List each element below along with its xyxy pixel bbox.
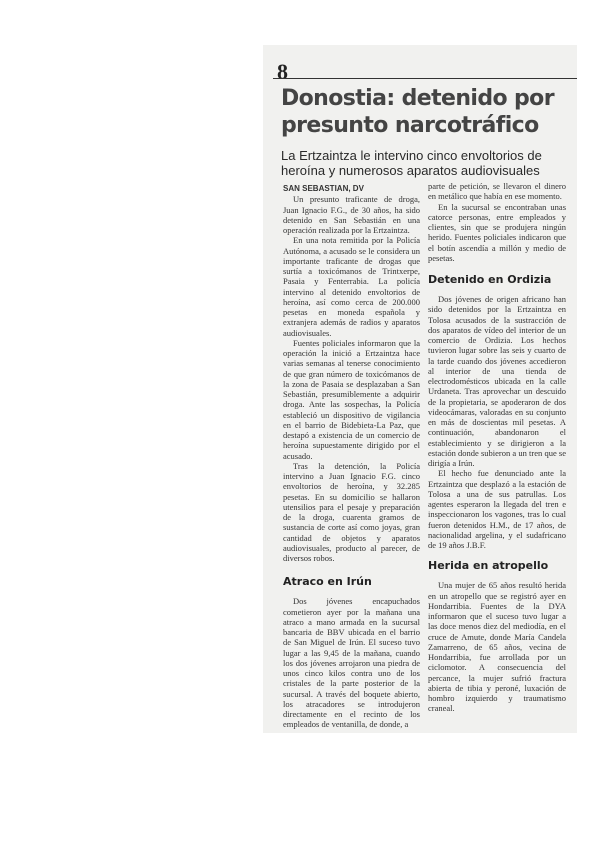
article-continuation-paragraph: En la sucursal se encontraban unas catorce personas, entre empleados y clientes, sin que se produjera ningún herido. Fuentes policiales indicaron que el botín ascendía a millón y medio de pesetas.: [428, 201, 566, 263]
dateline: SAN SEBASTIAN, DV: [283, 184, 364, 193]
section-heading-atropello: Herida en atropello: [428, 559, 549, 573]
section-heading-ordizia: Detenido en Ordizia: [428, 273, 552, 286]
article-paragraph: Un presunto traficante de droga, Juan Ignacio F.G., de 30 años, ha sido detenido en San Sebastián en una operación realizada por la Ertzaintza.: [283, 194, 420, 235]
article-paragraph: Fuentes policiales informaron que la operación la inició a Ertzaintza hace varias semanas al tenerse conocimiento de que gran número de toxicómanos de la zona de Pasaia se desplazaban a San Sebastián, presumiblemente a adquirir droga. Ante las sospechas, la Policía estableció un dispositivo de vigilancia en el barrio de Bidebieta-La Paz, que destapó a existencia de un comercio de heroína supuestamente dirigido por el acusado.: [283, 337, 420, 461]
header-rule: [273, 78, 577, 79]
right-column: [428, 181, 566, 733]
page-number: 8: [277, 59, 288, 84]
headline: Donostia: detenido por presunto narcotráfico: [281, 86, 554, 138]
left-column: [283, 184, 420, 733]
article-continuation: parte de petición, se llevaron el dinero en metálico que había en ese momento.: [428, 181, 566, 202]
article-paragraph: Tras la detención, la Policía intervino a Juan Ignacio F.G. cinco envoltorios de heroína, y 32.285 pesetas. En su domicilio se hallaron utensilios para el pesaje y preparación de la droga, cuarenta gramos de sustancia de corte así como joyas, gran cantidad de objetos y aparatos audiovisuales, producto al parecer, de diversos robos.: [283, 460, 420, 563]
section-heading-atraco: Atraco en Irún: [283, 575, 372, 589]
section-paragraph: Una mujer de 65 años resultó herida en un atropello que se registró ayer en Hondarribia. Fuentes de la DYA informaron que el suceso tuvo lugar a las doce menos diez del mediodía, en el cruce de Amute, donde María Candela Zamarreno, de 65 años, vecina de Hondarribia, fue arrollada por un ciclomotor. A consecuencia del percance, la mujer sufrió fractura abierta de tibia y peroné, luxación de hombro izquierdo y traumatismo craneal.: [428, 580, 566, 714]
section-paragraph: El hecho fue denunciado ante la Ertzaintza que desplazó a la estación de Tolosa a una de sus patrullas. Los agentes esperaron la llegada del tren e inspeccionaron los vagones, tras lo cual fueron detenidos H.M., de 17 años, de nacionalidad argelina, y el sudafricano de 19 años J.B.F.: [428, 468, 566, 550]
newspaper-clipping: [263, 45, 577, 733]
subheadline: La Ertzaintza le intervino cinco envoltorios de heroína y numerosos aparatos audiovisuales: [281, 148, 542, 178]
section-paragraph: Dos jóvenes de origen africano han sido detenidos por la Ertzaintza en Tolosa acusados de la sustracción de dos aparatos de vídeo del interior de un comercio de Ordizia. Los hechos tuvieron lugar sobre las seis y cuarto de la tarde cuando dos jóvenes accedieron al interior de una tienda de electrodomésticos ubicada en la calle Urdaneta. Tras aprovechar un descuido de la propietaria, se apoderaron de dos videocámaras, valoradas en su conjunto en más de doscientas mil pesetas. A continuación, abandonaron el establecimiento y se dirigieron a la estación donde subieron a un tren que se dirigía a Irún.: [428, 294, 566, 468]
section-paragraph: Dos jóvenes encapuchados cometieron ayer por la mañana una atraco a mano armada en la sucursal bancaria de BBV ubicada en el barrio de San Miguel de Irún. El suceso tuvo lugar a las 9,45 de la mañana, cuando los dos jóvenes arrojaron una piedra de unos cinco kilos contra uno de los cristales de la parte posterior de la sucursal. A través del boquete abierto, los atracadores se introdujeron directamente en el recinto de los empleados de ventanilla, de donde, a: [283, 596, 420, 730]
article-paragraph: En una nota remitida por la Policía Autónoma, a acusado se le considera un importante traficante de drogas que surtía a toxicómanos de Trintxerpe, Pasaia y Fenterrabia. La policía intervino al detenido envoltorios de heroína, así como cerca de 200.000 pesetas en moneda española y extranjera además de radios y aparatos audiovisuales.: [283, 235, 420, 338]
